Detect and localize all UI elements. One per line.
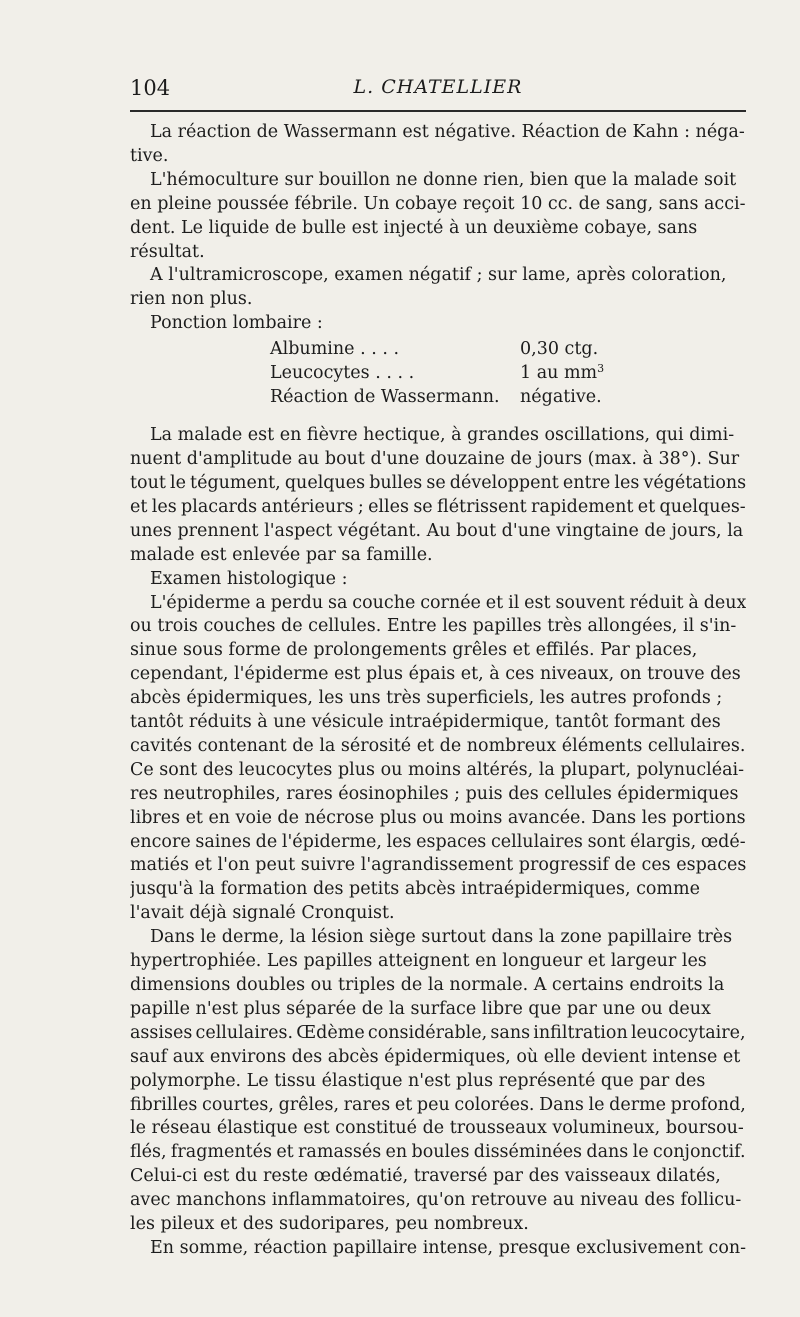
text-line: et les placards antérieurs ; elles se flétrissent rapidement et quelques- — [130, 496, 746, 517]
text-line: dimensions doubles ou triples de la normale. A certains endroits la — [130, 975, 725, 995]
text-line: en pleine poussée fébrile. Un cobaye reçoit 10 cc. de sang, sans acci- — [130, 193, 746, 214]
text-line: jusqu'à la formation des petits abcès intraépidermiques, comme — [130, 879, 700, 900]
paragraph — [130, 424, 746, 567]
text-line: La malade est en fièvre hectique, à grandes oscillations, qui dimi- — [150, 425, 735, 446]
text-line: En somme, réaction papillaire intense, presque exclusivement con- — [150, 1237, 746, 1258]
paragraph — [130, 568, 746, 592]
table-value — [520, 361, 604, 385]
value-text: 1 au mm — [520, 363, 598, 384]
table-label: Albumine . . . . — [270, 339, 400, 360]
text-line: Celui-ci est du reste œdématié, traversé par des vaisseaux dilatés, — [130, 1166, 721, 1187]
text-line: dent. Le liquide de bulle est injecté à un deuxième cobaye, sans — [130, 217, 698, 238]
text-line: flés, fragmentés et ramassés en boules disséminées dans le conjonctif. — [130, 1142, 746, 1163]
paragraph — [130, 926, 746, 1237]
text-line: assises cellulaires. Œdème considérable, sans infiltration leucocytaire, — [130, 1022, 746, 1043]
text-line: L'hémoculture sur bouillon ne donne rien, bien que la malade soit — [150, 169, 737, 190]
page-number: 104 — [130, 76, 171, 100]
text-line: libres et en voie de nécrose plus ou moins avancée. Dans les portions — [130, 807, 746, 828]
text-line: abcès épidermiques, les uns très superficiels, les autres profonds ; — [130, 688, 723, 709]
text-line: résultat. — [130, 241, 205, 262]
text-line: papille n'est plus séparée de la surface libre que par une ou deux — [130, 998, 711, 1019]
text-line: A l'ultramicroscope, examen négatif ; sur lame, après coloration, — [150, 265, 727, 286]
text-line: Ponction lombaire : — [150, 313, 323, 334]
text-line: matiés et l'on peut suivre l'agrandissement progressif de ces espaces — [130, 855, 746, 876]
text-line: unes prennent l'aspect végétant. Au bout d'une vingtaine de jours, la — [130, 520, 744, 541]
text-line: Dans le derme, la lésion siège surtout dans la zone papillaire très — [150, 927, 733, 948]
text-line: La réaction de Wassermann est négative. Réaction de Kahn : néga- — [150, 122, 745, 142]
running-head: L. CHATELLIER — [353, 76, 523, 98]
text-line: hypertrophiée. Les papilles atteignent en longueur et largeur les — [130, 951, 707, 972]
text-line: tout le tégument, quelques bulles se développent entre les végétations — [130, 472, 746, 493]
paragraph — [130, 592, 746, 927]
text-line: polymorphe. Le tissu élastique n'est plus représenté que par des — [130, 1070, 706, 1091]
text-line: les pileux et des sudoripares, peu nombreux. — [130, 1214, 529, 1235]
paragraph — [130, 264, 746, 312]
text-line: sauf aux environs des abcès épidermiques, où elle devient intense et — [130, 1046, 741, 1067]
lumbar-puncture-table — [270, 337, 746, 409]
text-line: tive. — [130, 145, 169, 166]
table-row — [270, 337, 746, 361]
text-line: avec manchons inflammatoires, qu'on retrouve au niveau des follicu- — [130, 1190, 742, 1211]
text-line: sinue sous forme de prolongements grêles et effilés. Par places, — [130, 640, 698, 661]
superscript: 3 — [597, 362, 605, 376]
paragraph — [130, 121, 746, 169]
text-line: cependant, l'épiderme est plus épais et, à ces niveaux, on trouve des — [130, 664, 741, 685]
table-row — [270, 385, 746, 409]
page-header — [130, 76, 746, 106]
header-rule — [130, 110, 746, 112]
table-row — [270, 361, 746, 385]
paragraph — [130, 169, 746, 265]
paragraph — [130, 312, 746, 336]
table-value: 0,30 ctg. — [520, 339, 599, 360]
table-value: négative. — [520, 387, 602, 408]
text-line: encore saines de l'épiderme, les espaces cellulaires sont élargis, œdé- — [130, 831, 746, 852]
table-label: Leucocytes . . . . — [270, 363, 415, 384]
text-line: tantôt réduits à une vésicule intraépidermique, tantôt formant des — [130, 712, 721, 733]
text-line: Examen histologique : — [150, 568, 348, 589]
text-line: le réseau élastique est constitué de trousseaux volumineux, boursou- — [130, 1118, 744, 1139]
text-line: ou trois couches de cellules. Entre les papilles très allongées, il s'in- — [130, 616, 737, 637]
body-text — [130, 121, 746, 1261]
text-line: res neutrophiles, rares éosinophiles ; puis des cellules épidermiques — [130, 783, 739, 804]
text-line: l'avait déjà signalé Cronquist. — [130, 903, 395, 924]
table-label: Réaction de Wassermann. — [270, 387, 500, 408]
text-line: Ce sont des leucocytes plus ou moins altérés, la plupart, polynucléai- — [130, 759, 745, 780]
text-line: cavités contenant de la sérosité et de nombreux éléments cellulaires. — [130, 735, 746, 756]
text-line: malade est enlevée par sa famille. — [130, 544, 433, 565]
text-line: nuent d'amplitude au bout d'une douzaine de jours (max. à 38°). Sur — [130, 449, 740, 470]
text-line: rien non plus. — [130, 289, 253, 310]
text-line: fibrilles courtes, grêles, rares et peu colorées. Dans le derme profond, — [130, 1094, 746, 1115]
paragraph — [130, 1237, 746, 1261]
text-line: L'épiderme a perdu sa couche cornée et il est souvent réduit à deux — [150, 592, 746, 613]
